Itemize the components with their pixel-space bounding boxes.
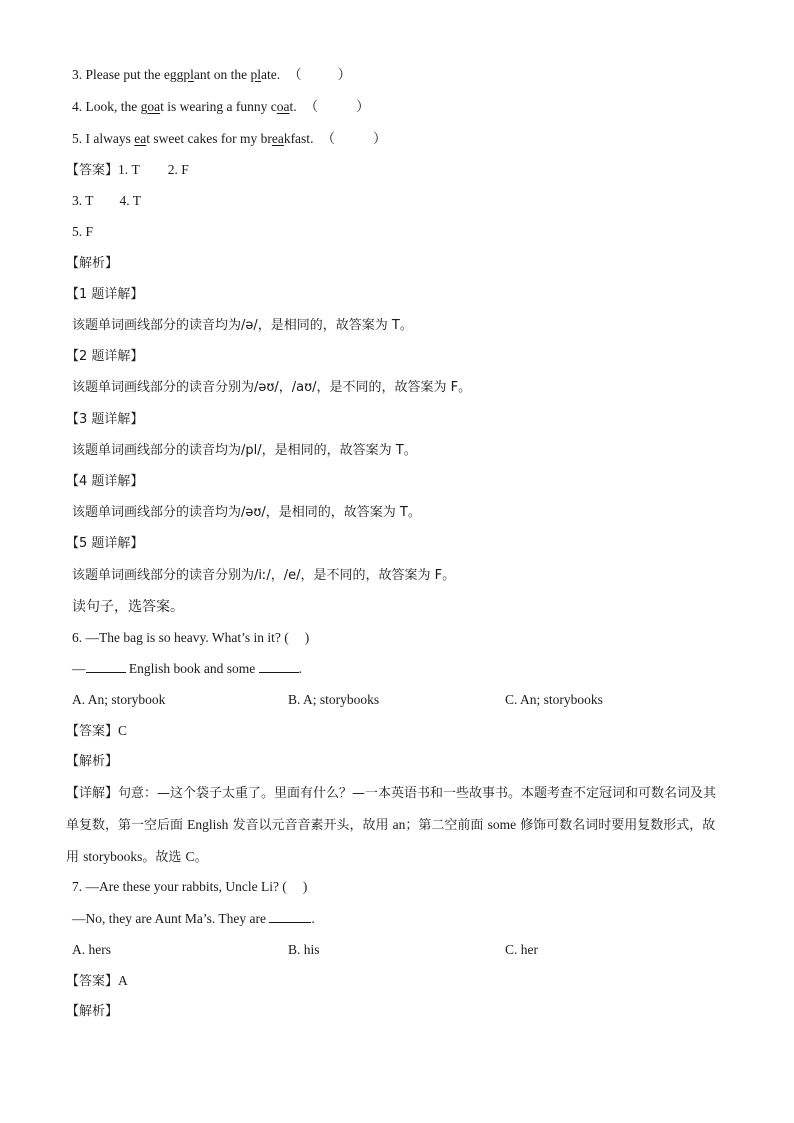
q6-analysis-label: 【解析】	[66, 754, 119, 769]
detail-text-5: 该题单词画线部分的读音分别为/iː/，/e/，是不同的，故答案为 F。	[72, 568, 456, 583]
underlined-part: pl	[183, 67, 194, 82]
q6-option-c[interactable]: C. An; storybooks	[505, 692, 603, 707]
answer-paren-open: （	[321, 131, 335, 146]
answer-paren-open: （	[304, 99, 319, 114]
detail-text-1: 该题单词画线部分的读音均为/ə/，是相同的，故答案为 T。	[72, 318, 413, 333]
q6-option-a[interactable]: A. An; storybook	[72, 692, 166, 707]
analysis-label: 【解析】	[66, 256, 119, 271]
answer-paren-close: ）	[356, 99, 370, 114]
q7-analysis-label: 【解析】	[66, 1004, 119, 1019]
detail-label: 【详解】	[66, 786, 119, 801]
underlined-part: ea	[134, 131, 147, 146]
fill-blank-2[interactable]	[259, 660, 299, 673]
question-6-reply: — English book and some .	[72, 661, 302, 676]
q7-option-b[interactable]: B. his	[288, 942, 320, 957]
underlined-part: oa	[147, 99, 161, 114]
section-instruction: 读句子，选答案。	[72, 599, 184, 615]
underlined-part: ea	[271, 131, 284, 146]
q6-answer: 【答案】C	[66, 723, 128, 739]
q6-detail: 【详解】句意：—这个袋子太重了。里面有什么？—一本英语书和一些故事书。本题考查不定冠词和可数名词及其单复数，第一空后面 English 发音以元音音素开头，故用 an；第二空前面 some 修饰可数名词时要用复数形式，故用 storybooks。故选 C。	[66, 786, 717, 865]
answer-label: 【答案】	[66, 163, 119, 178]
detail-label-1: 【1 题详解】	[66, 287, 144, 302]
detail-label-2: 【2 题详解】	[66, 349, 144, 364]
question-4: 4. Look, the goat is wearing a funny coat. （ ）	[72, 99, 370, 114]
question-7-reply: —No, they are Aunt Ma’s. They are .	[72, 911, 315, 926]
underlined-part: pl	[250, 67, 262, 82]
detail-text-2: 该题单词画线部分的读音分别为/əʊ/，/aʊ/，是不同的，故答案为 F。	[72, 380, 472, 395]
question-5: 5. I always eat sweet cakes for my breakfast. （ ）	[72, 131, 387, 146]
detail-text-3: 该题单词画线部分的读音均为/pl/，是相同的，故答案为 T。	[72, 443, 417, 458]
detail-label-4: 【4 题详解】	[66, 474, 144, 489]
answer-line-2: 3. T 4. T	[72, 193, 142, 208]
question-7-stem: 7. —Are these your rabbits, Uncle Li? ( )	[72, 879, 308, 894]
answer-label: 【答案】	[66, 724, 119, 739]
detail-label-3: 【3 题详解】	[66, 412, 144, 427]
fill-blank-1[interactable]	[86, 660, 126, 673]
detail-label-5: 【5 题详解】	[66, 536, 144, 551]
detail-text-4: 该题单词画线部分的读音均为/əʊ/，是相同的，故答案为 T。	[72, 505, 421, 520]
q7-option-a[interactable]: A. hers	[72, 942, 111, 957]
answer-label: 【答案】	[66, 974, 119, 989]
answer-paren-close: ）	[337, 67, 352, 82]
q6-option-b[interactable]: B. A; storybooks	[288, 692, 380, 707]
q7-option-c[interactable]: C. her	[505, 942, 538, 957]
answer-paren-open: （	[288, 67, 302, 82]
answer-line-3: 5. F	[72, 224, 94, 239]
fill-blank[interactable]	[269, 910, 311, 923]
question-6-stem: 6. —The bag is so heavy. What’s in it? ( )	[72, 630, 310, 645]
answer-line-1: 【答案】1. T 2. F	[66, 162, 189, 178]
underlined-part: oa	[276, 99, 290, 114]
q7-answer: 【答案】A	[66, 973, 128, 989]
answer-paren-close: ）	[372, 131, 387, 146]
question-3: 3. Please put the eggplant on the plate. （ ）	[72, 67, 352, 82]
